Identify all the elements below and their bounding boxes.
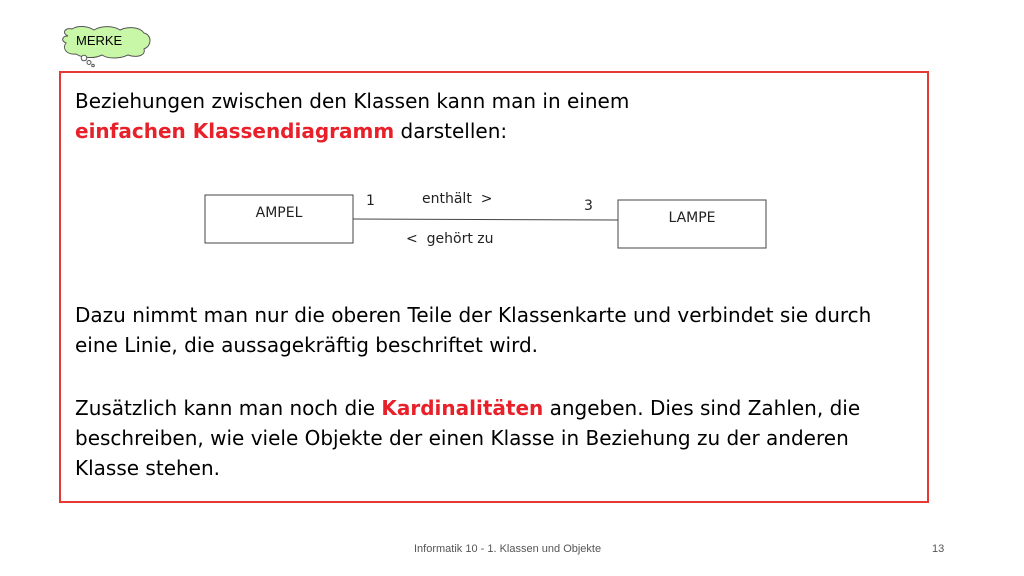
intro-line-2 — [75, 116, 507, 146]
highlight-kardinalitaeten: Kardinalitäten — [381, 396, 544, 420]
class-name-ampel: AMPEL — [255, 205, 303, 221]
explanation-line-1: Dazu nimmt man nur die oberen Teile der Klassenkarte und verbindet sie durch — [75, 303, 872, 327]
multiplicity-left: 1 — [366, 193, 375, 209]
intro-line-2-rest: darstellen: — [394, 119, 508, 143]
page-number: 13 — [932, 543, 945, 555]
relation-forward-label: enthält > — [422, 191, 493, 207]
association-line — [353, 219, 618, 220]
multiplicity-right: 3 — [584, 198, 593, 214]
class-diagram — [200, 180, 780, 260]
class-name-lampe: LAMPE — [668, 210, 716, 226]
explanation-line-2: eine Linie, die aussagekräftig beschriftet wird. — [75, 333, 539, 357]
merke-label: MERKE — [76, 33, 123, 48]
cardinality-line-1-post: angeben. Dies sind Zahlen, die — [543, 396, 861, 420]
cardinality-line-3: Klasse stehen. — [75, 456, 221, 480]
relation-backward-label: < gehört zu — [406, 231, 494, 247]
cardinality-line-1 — [75, 393, 860, 423]
highlight-klassendiagramm: einfachen Klassendiagramm — [75, 119, 395, 143]
cardinality-line-1-pre: Zusätzlich kann man noch die — [75, 396, 382, 420]
intro-line-1: Beziehungen zwischen den Klassen kann man in einem — [75, 89, 630, 113]
cardinality-line-2: beschreiben, wie viele Objekte der einen Klasse in Beziehung zu der anderen — [75, 426, 849, 450]
footer-title: Informatik 10 - 1. Klassen und Objekte — [414, 543, 602, 555]
